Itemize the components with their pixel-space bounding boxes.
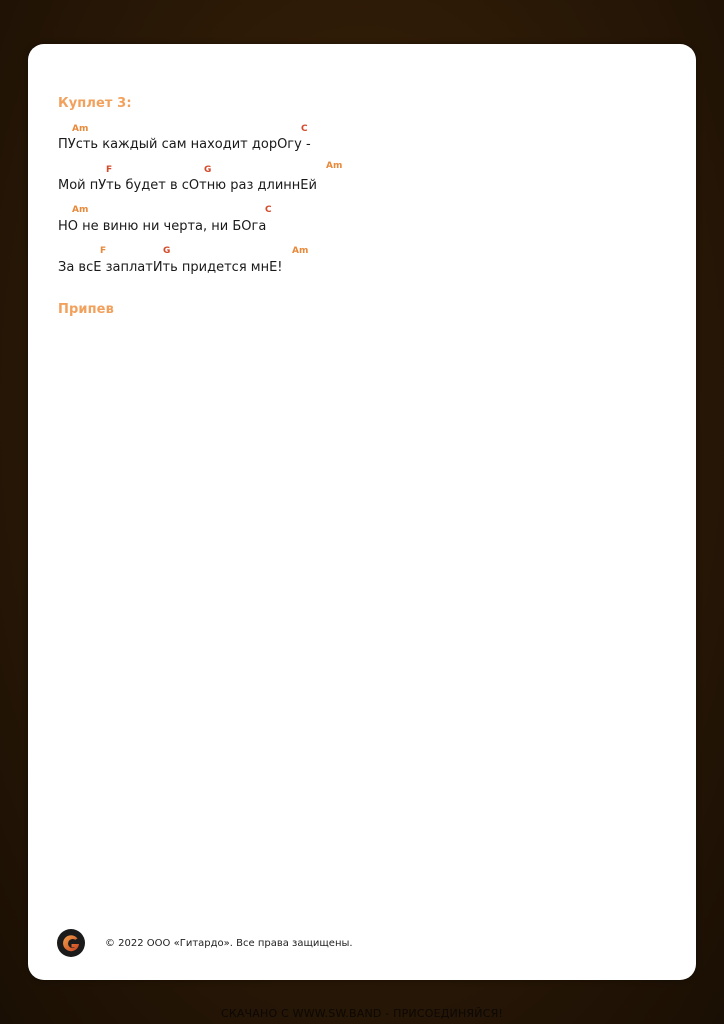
song-page <box>28 44 696 980</box>
lyric-line-3: НО не виню ни черта, ни БОга <box>58 219 267 234</box>
chord-c: C <box>301 124 308 134</box>
chord-c: C <box>265 205 272 215</box>
chord-am: Am <box>72 124 89 134</box>
chord-g: G <box>204 165 212 175</box>
chord-am: Am <box>72 205 89 215</box>
copyright-text: © 2022 ООО «Гитардо». Все права защищены. <box>105 938 353 949</box>
chord-am: Am <box>292 246 309 256</box>
download-banner: СКАЧАНО С WWW.SW.BAND - ПРИСОЕДИНЯЙСЯ! <box>220 1007 504 1020</box>
lyric-line-4: За всЕ заплатИть придется мнЕ! <box>58 260 283 275</box>
chorus-title: Припев <box>58 302 114 317</box>
lyric-line-1: ПУсть каждый сам находит дорОгу - <box>58 137 311 152</box>
verse-title: Куплет 3: <box>58 96 132 111</box>
gitardo-logo-icon <box>56 928 86 958</box>
chord-f: F <box>106 165 113 175</box>
lyric-line-2: Мой пУть будет в сОтню раз длиннЕй <box>58 178 317 193</box>
chord-f: F <box>100 246 107 256</box>
chord-am: Am <box>326 161 343 171</box>
chord-g: G <box>163 246 171 256</box>
